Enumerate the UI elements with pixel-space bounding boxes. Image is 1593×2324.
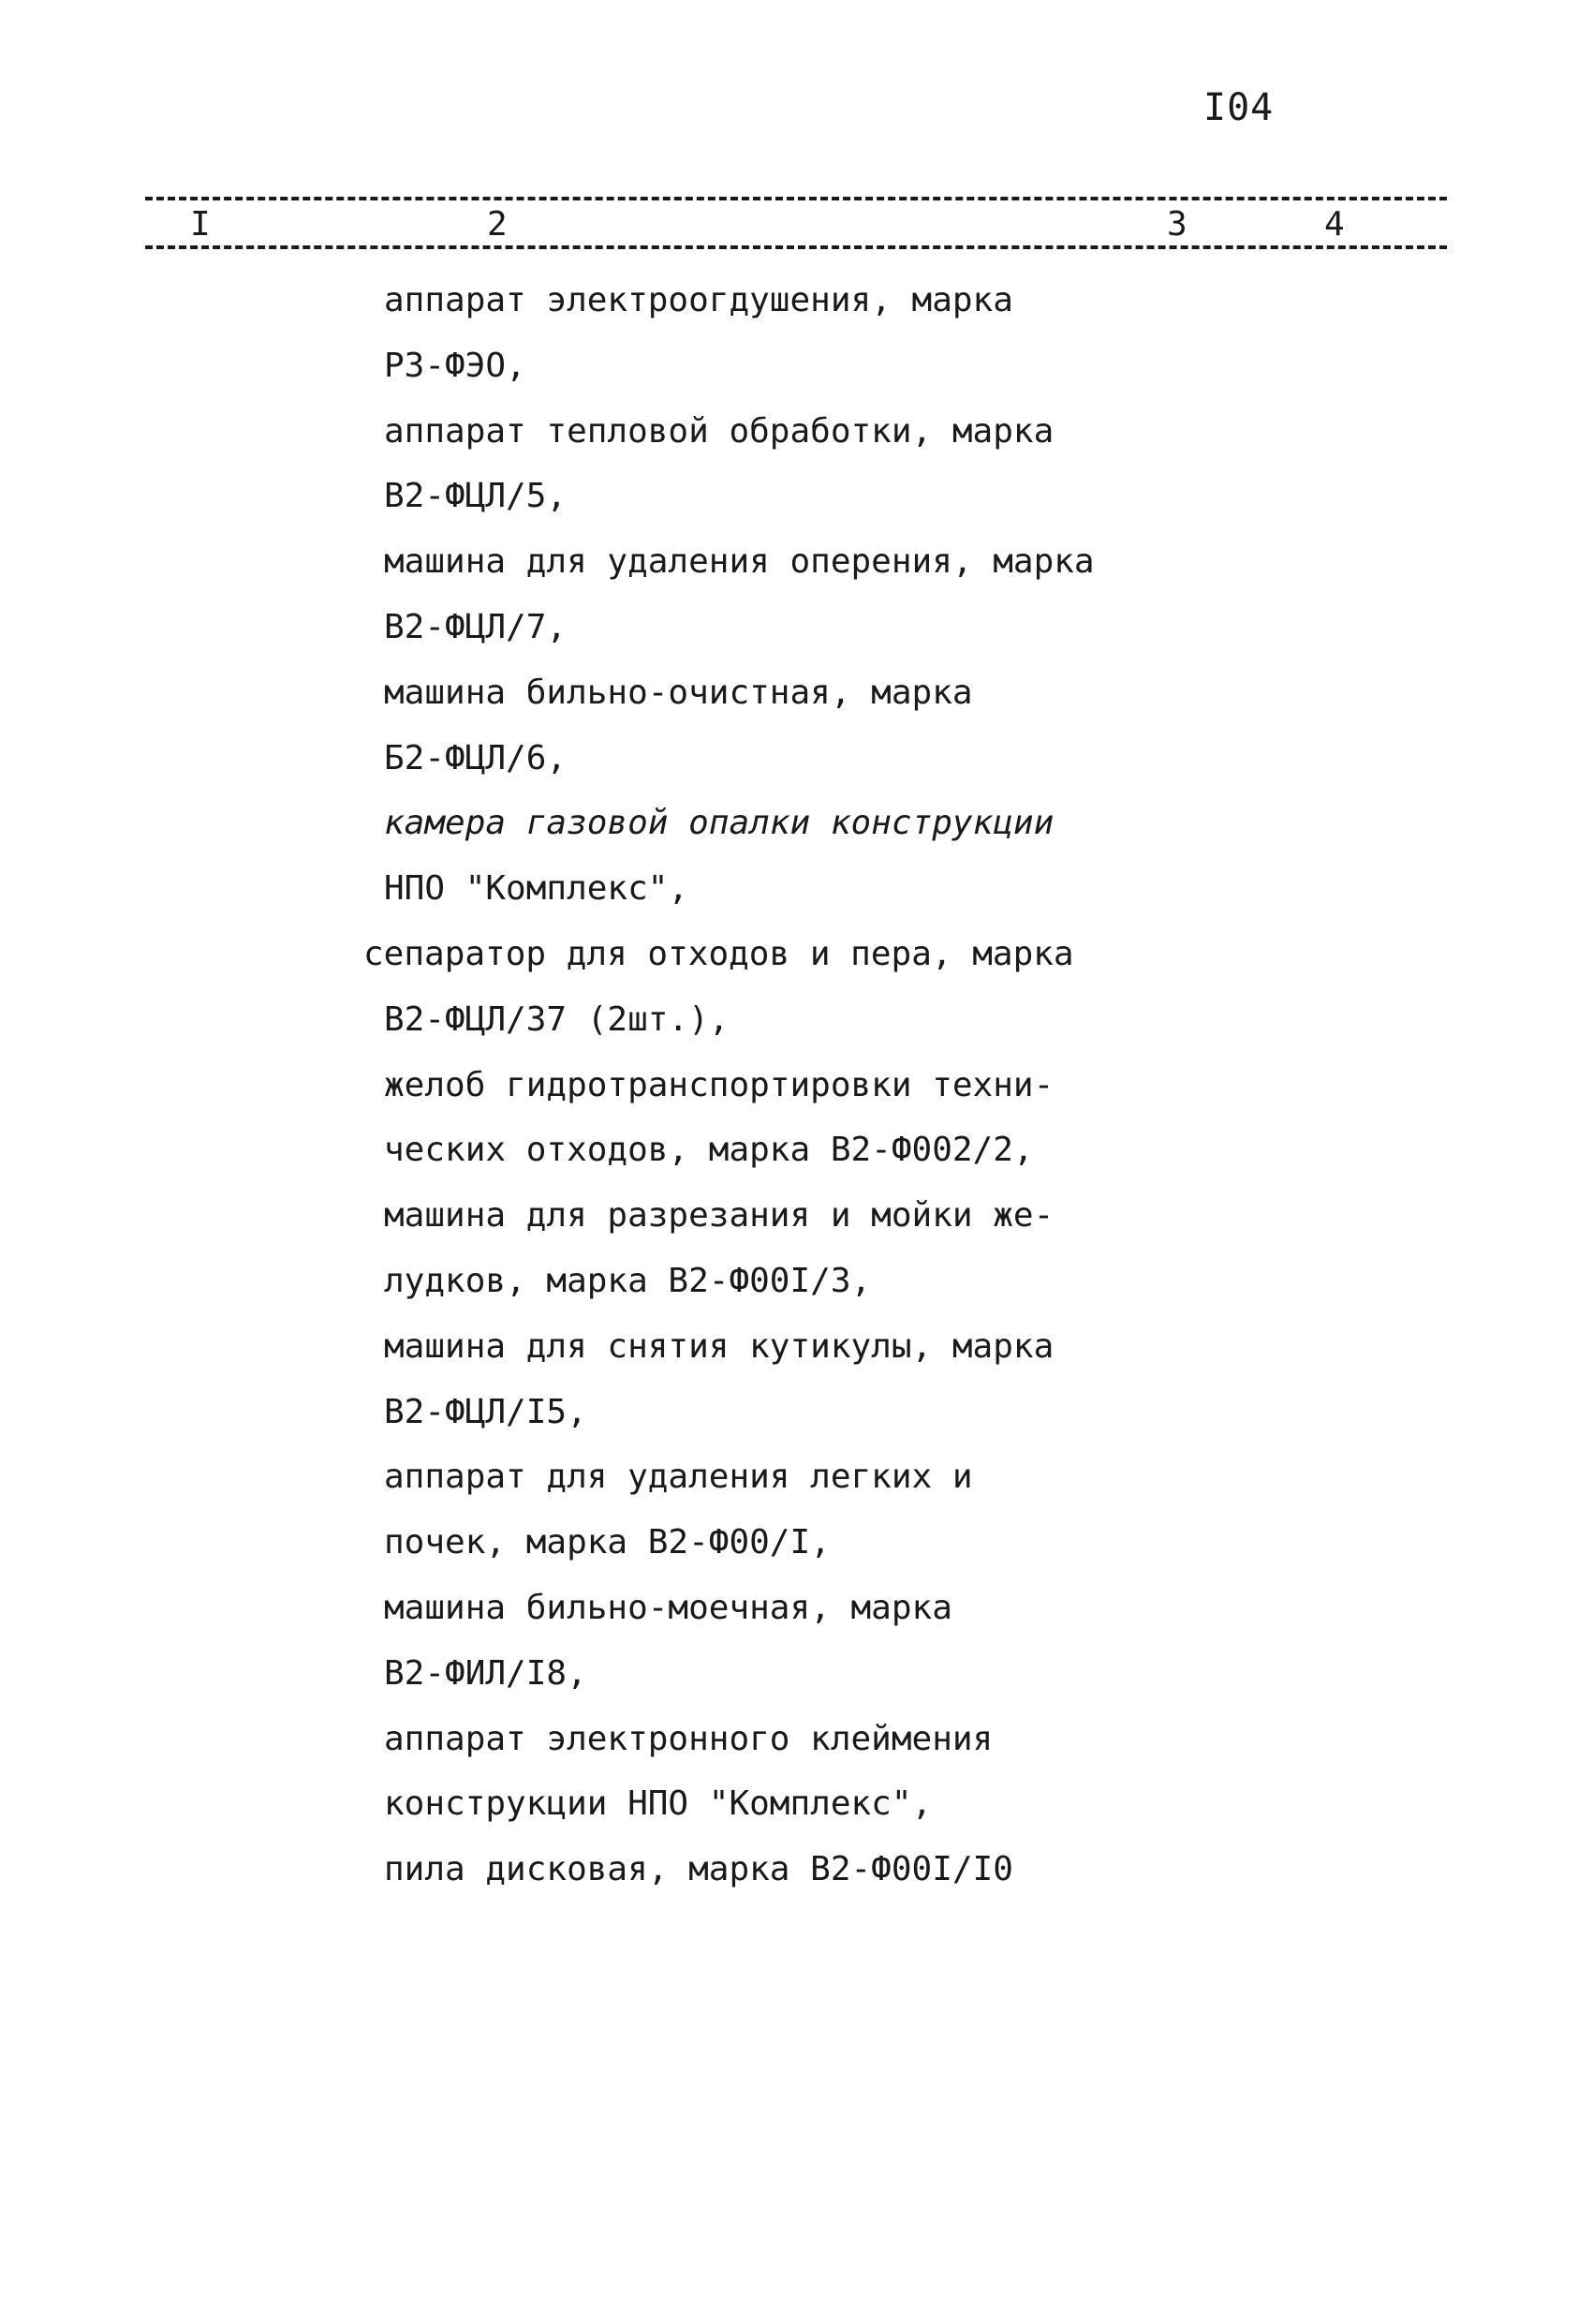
list-line: Б2-ФЦЛ/6, — [384, 738, 568, 777]
column-number-2: 2 — [481, 206, 513, 244]
list-line: камера газовой опалки конструкции — [384, 804, 1055, 843]
list-line: машина для разрезания и мойки же- — [384, 1196, 1055, 1236]
table-header-top-rule — [145, 197, 1447, 200]
list-line: В2-ФЦЛ/37 (2шт.), — [384, 999, 730, 1039]
list-line: лудков, марка В2-Ф00I/3, — [384, 1261, 872, 1300]
list-line: аппарат электронного клеймения — [384, 1719, 994, 1758]
list-line: аппарат электроогдушения, марка — [384, 281, 1013, 319]
list-line: пила дисковая, марка В2-Ф00I/I0 — [384, 1850, 1013, 1889]
list-line: сепаратор для отходов и пера, марка — [363, 934, 1074, 973]
list-line: почек, марка В2-Ф00/I, — [384, 1523, 831, 1562]
list-line: РЗ-ФЭО, — [384, 346, 526, 385]
column-number-4: 4 — [1319, 206, 1350, 244]
column-number-3: 3 — [1161, 206, 1193, 244]
list-line: В2-ФЦЛ/5, — [384, 477, 568, 516]
list-line: желоб гидротранспортировки техни- — [384, 1065, 1055, 1104]
list-line: машина для снятия кутикулы, марка — [384, 1326, 1055, 1366]
list-line: машина бильно-очистная, марка — [384, 673, 973, 712]
list-line: ческих отходов, марка В2-Ф002/2, — [384, 1131, 1034, 1170]
list-line: аппарат для удаления легких и — [384, 1458, 973, 1497]
list-line: В2-ФЦЛ/7, — [384, 607, 568, 646]
table-header-bottom-rule — [145, 245, 1447, 249]
list-line: машина для удаления оперения, марка — [384, 542, 1095, 582]
list-line: машина бильно-моечная, марка — [384, 1588, 952, 1627]
list-line: В2-ФЦЛ/I5, — [384, 1392, 587, 1431]
equipment-list — [363, 268, 1320, 1902]
list-line: конструкции НПО "Комплекс", — [384, 1784, 933, 1824]
list-line: аппарат тепловой обработки, марка — [384, 411, 1055, 451]
page-number: I04 — [1203, 86, 1275, 129]
list-line: В2-ФИЛ/I8, — [384, 1653, 587, 1693]
list-line: НПО "Комплекс", — [384, 869, 689, 909]
column-number-1: I — [184, 206, 216, 244]
